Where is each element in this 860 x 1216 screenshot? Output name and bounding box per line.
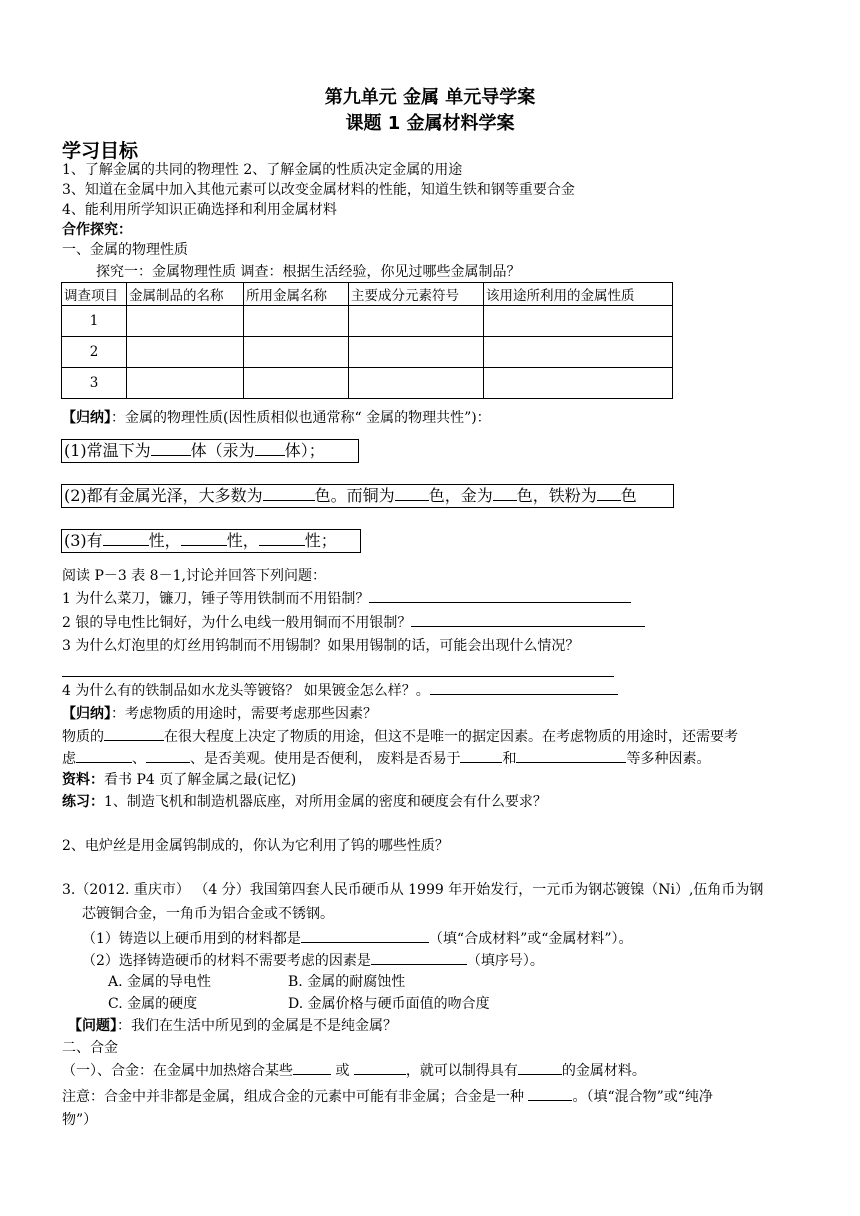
objective-line-3: 4、能利用所学知识正确选择和利用金属材料 — [62, 202, 337, 218]
row-number: 2 — [62, 337, 127, 368]
practice-3-sub-2 — [82, 950, 544, 971]
answer-line-1[interactable] — [369, 588, 631, 603]
blank-gold-color[interactable] — [493, 486, 517, 501]
row-number: 3 — [62, 368, 127, 399]
table-header-cell: 金属制品的名称 — [127, 283, 244, 306]
p1-text-b: 在很大程度上决定了物质的用途，但这不是唯一的据定因素。在考虑物质的用途时，还需要考 — [164, 729, 738, 745]
box3-text-d: 性； — [304, 531, 337, 550]
alloy-note-line-2: 物”） — [62, 1112, 98, 1128]
material-label: 资料： — [62, 772, 104, 788]
box2-text-a: (2)都有金属光泽，大多数为 — [64, 486, 263, 505]
answer-line-4[interactable] — [430, 680, 618, 695]
sub2-text-b: （填序号）。 — [466, 953, 544, 969]
answer-cell[interactable] — [484, 337, 673, 368]
blank-color[interactable] — [263, 486, 315, 501]
blank-metal[interactable] — [293, 1060, 331, 1075]
p2-text-b: 、 — [132, 751, 146, 767]
blank-factor-3[interactable] — [460, 748, 502, 763]
table-header-row — [62, 283, 673, 306]
option-a: A. 金属的导电性 — [108, 974, 212, 990]
reading-question-1 — [62, 588, 631, 609]
lesson-title: 课题 1 金属材料学案 — [345, 113, 515, 134]
property-box-1 — [61, 439, 359, 463]
property-box-2 — [61, 484, 674, 508]
material-text: 看书 P4 页了解金属之最(记忆) — [104, 772, 297, 788]
blank-copper-color[interactable] — [395, 486, 429, 501]
blank-material-type[interactable] — [301, 928, 429, 943]
question-text: ：我们在生活中所见到的金属是不是纯金属？ — [117, 1018, 397, 1034]
option-b: B. 金属的耐腐蚀性 — [288, 974, 406, 990]
q1-text: 1 为什么菜刀，镰刀，锤子等用铁制而不用铅制？ — [62, 591, 370, 607]
answer-line-3[interactable] — [62, 676, 614, 677]
blank-nonmetal[interactable] — [354, 1060, 406, 1075]
answer-cell[interactable] — [127, 368, 244, 399]
box3-text-a: (3)有 — [64, 531, 103, 550]
box2-text-d: 色，铁粉为 — [516, 486, 597, 505]
blank-factor-1[interactable] — [76, 748, 132, 763]
survey-table — [61, 282, 673, 399]
objective-line-2: 3、知道在金属中加入其他元素可以改变金属材料的性能，知道生铁和钢等重要合金 — [62, 182, 575, 198]
p2-text-c: 、是否美观。使用是否便利， 废料是否易于 — [190, 751, 461, 767]
question-label: 【问题】 — [68, 1018, 117, 1034]
blank-properties[interactable] — [104, 726, 164, 741]
blank-property-2[interactable] — [181, 531, 227, 546]
blank-mixture[interactable] — [528, 1086, 572, 1101]
blank-property-1[interactable] — [103, 531, 149, 546]
summary-1 — [62, 408, 491, 428]
note-text-b: 。（填“混合物”或“纯净 — [572, 1089, 713, 1105]
practice-3-line-1: 3.（2012. 重庆市） （4 分）我国第四套人民币硬币从 1999 年开始发行，一元币为钢芯镀镍（Ni）,伍角币为钢 — [62, 882, 764, 898]
practice-label: 练习： — [62, 794, 104, 810]
row-number: 1 — [62, 306, 127, 337]
practice-3-line-2: 芯镀铜合金，一角币为铝合金或不锈钢。 — [82, 906, 334, 922]
def-text-a: （一）、合金：在金属中加热熔合某些 — [62, 1063, 293, 1079]
cooperate-heading: 合作探究： — [62, 222, 132, 238]
answer-cell[interactable] — [244, 337, 349, 368]
explore-line: 探究一：金属物理性质 调查：根据生活经验，你见过哪些金属制品？ — [96, 264, 521, 280]
def-text-b: 或 — [335, 1063, 350, 1079]
blank-iron-powder-color[interactable] — [597, 486, 621, 501]
objective-line-1: 1、了解金属的共同的物理性 2、了解金属的性质决定金属的用途 — [62, 162, 463, 178]
reading-question-4 — [62, 680, 618, 701]
answer-cell[interactable] — [349, 368, 484, 399]
box2-text-e: 色 — [620, 486, 637, 505]
summary-1-label: 【归纳】 — [62, 410, 111, 426]
def-text-c: ，就可以制得具有 — [405, 1063, 518, 1079]
option-d: D. 金属价格与硬币面值的吻合度 — [288, 996, 490, 1012]
reading-question-2 — [62, 612, 645, 633]
alloy-definition — [62, 1060, 646, 1081]
box2-text-c: 色，金为 — [428, 486, 493, 505]
reading-intro: 阅读 P－3 表 8－1,讨论并回答下列问题： — [62, 568, 326, 584]
answer-cell[interactable] — [484, 368, 673, 399]
blank-option[interactable] — [371, 950, 467, 965]
practice-2: 2、电炉丝是用金属钨制成的，你认为它利用了钨的哪些性质？ — [62, 838, 449, 854]
table-header-cell: 调查项目 — [62, 283, 127, 306]
summary-2 — [62, 704, 377, 724]
sub2-text-a: （2）选择铸造硬币的材料不需要考虑的因素是 — [82, 953, 371, 969]
summary-2-paragraph-line-2 — [62, 748, 710, 769]
blank-state[interactable] — [151, 441, 191, 456]
section-1-heading: 一、金属的物理性质 — [62, 242, 188, 258]
blank-factor-4[interactable] — [516, 748, 626, 763]
blank-mercury-state[interactable] — [255, 441, 285, 456]
note-text-a: 注意：合金中并非都是金属，组成合金的元素中可能有非金属；合金是一种 — [62, 1089, 524, 1105]
box1-text-a: (1)常温下为 — [64, 441, 151, 460]
table-header-cell: 所用金属名称 — [244, 283, 349, 306]
summary-2-label: 【归纳】 — [62, 706, 111, 722]
practice-1 — [62, 792, 547, 812]
practice-3-sub-1 — [82, 928, 633, 949]
blank-property-3[interactable] — [259, 531, 305, 546]
table-row — [62, 337, 673, 368]
box3-text-c: 性， — [226, 531, 259, 550]
answer-cell[interactable] — [244, 368, 349, 399]
p2-text-e: 等多种因素。 — [626, 751, 711, 767]
sub1-text-a: （1）铸造以上硬币用到的材料都是 — [82, 931, 301, 947]
answer-cell[interactable] — [484, 306, 673, 337]
p2-text-d: 和 — [502, 751, 517, 767]
q2-text: 2 银的导电性比铜好，为什么电线一般用铜而不用银制？ — [62, 615, 412, 631]
box1-text-b: 体（汞为 — [190, 441, 255, 460]
option-c: C. 金属的硬度 — [108, 996, 198, 1012]
p1-text-a: 物质的 — [62, 729, 104, 745]
q4-text: 4 为什么有的铁制品如水龙头等镀铬？ 如果镀金怎么样？。 — [62, 683, 430, 699]
question-note — [68, 1016, 397, 1036]
reading-question-3: 3 为什么灯泡里的灯丝用钨制而不用锡制？如果用锡制的话，可能会出现什么情况？ — [62, 638, 580, 654]
property-box-3 — [61, 529, 361, 553]
summary-2-text: ：考虑物质的用途时，需要考虑那些因素？ — [111, 706, 377, 722]
table-header-cell: 主要成分元素符号 — [349, 283, 484, 306]
blank-factor-2[interactable] — [146, 748, 190, 763]
unit-title: 第九单元 金属 单元导学案 — [324, 87, 536, 108]
material-note — [62, 770, 296, 790]
objectives-heading: 学习目标 — [62, 140, 139, 162]
box1-text-c: 体）； — [284, 441, 325, 460]
answer-cell[interactable] — [244, 306, 349, 337]
answer-line-2[interactable] — [411, 612, 645, 627]
alloy-note-line-1 — [62, 1086, 713, 1107]
blank-feature[interactable] — [518, 1060, 562, 1075]
box2-text-b: 色。而铜为 — [314, 486, 395, 505]
practice-q1-text: 1、制造飞机和制造机器底座，对所用金属的密度和硬度会有什么要求？ — [104, 794, 547, 810]
answer-cell[interactable] — [349, 337, 484, 368]
answer-cell[interactable] — [127, 306, 244, 337]
sub1-text-b: （填“合成材料”或“金属材料”）。 — [428, 931, 633, 947]
def-text-d: 的金属材料。 — [561, 1063, 646, 1079]
p2-text-a: 虑 — [62, 751, 76, 767]
summary-2-paragraph-line-1 — [62, 726, 738, 747]
table-row — [62, 306, 673, 337]
section-2-heading: 二、合金 — [62, 1040, 118, 1056]
answer-cell[interactable] — [349, 306, 484, 337]
summary-1-text: ：金属的物理性质(因性质相似也通常称“ 金属的物理共性”)： — [111, 410, 491, 426]
answer-cell[interactable] — [127, 337, 244, 368]
table-row — [62, 368, 673, 399]
table-header-cell: 该用途所利用的金属性质 — [484, 283, 673, 306]
box3-text-b: 性， — [148, 531, 181, 550]
